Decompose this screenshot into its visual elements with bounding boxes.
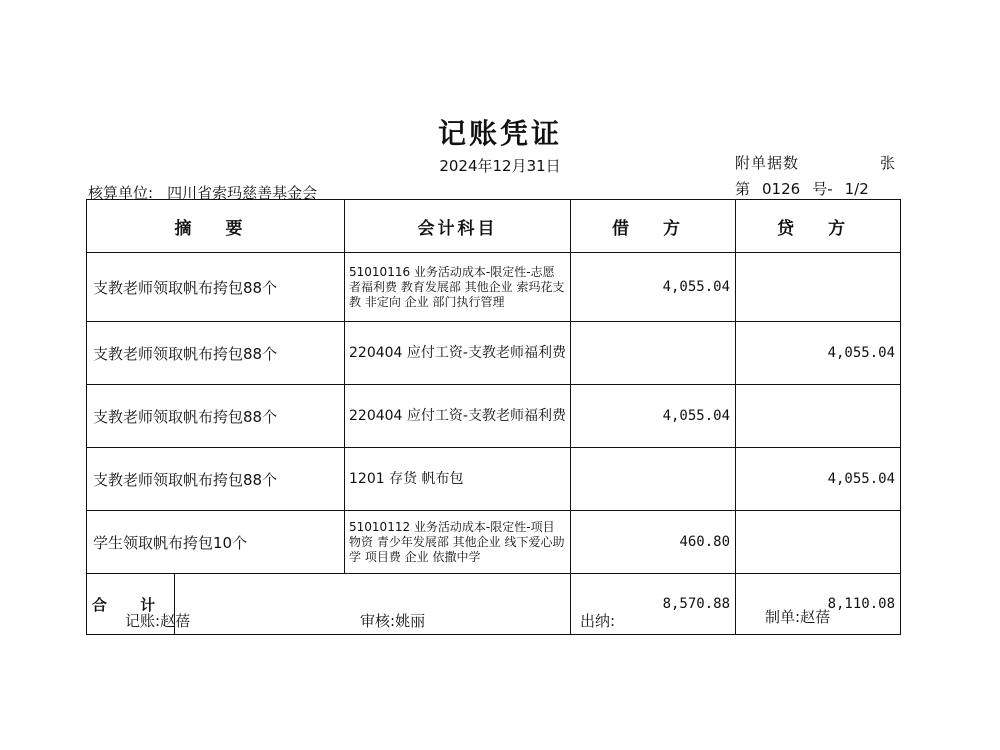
row-account: 51010116 业务活动成本-限定性-志愿者福利费 教育发展部 其他企业 索玛花支教 非定向 企业 部门执行管理 — [345, 253, 571, 322]
column-header-credit: 贷 方 — [736, 200, 901, 253]
row-account: 220404 应付工资-支教老师福利费 — [345, 322, 571, 385]
row-account: 1201 存货 帆布包 — [345, 448, 571, 511]
signature-footer — [125, 610, 905, 632]
voucher-table — [86, 199, 901, 635]
voucher-page: 1/2 — [844, 180, 869, 198]
preparer-label: 制单: — [765, 608, 801, 626]
table-row — [87, 253, 901, 322]
column-header-account: 会计科目 — [345, 200, 571, 253]
bookkeeper-label: 记账: — [125, 612, 161, 630]
reviewer — [360, 610, 425, 631]
row-credit — [736, 511, 901, 574]
table-header-row — [87, 200, 901, 253]
row-debit: 4,055.04 — [571, 385, 736, 448]
column-header-summary: 摘 要 — [87, 200, 345, 253]
voucher-number — [735, 178, 881, 199]
totals-credit: 8,110.08 — [736, 574, 901, 635]
row-credit: 4,055.04 — [736, 322, 901, 385]
accounting-unit-label: 核算单位: — [88, 184, 154, 202]
row-debit — [571, 448, 736, 511]
preparer — [765, 606, 830, 627]
table-row — [87, 511, 901, 574]
totals-debit: 8,570.88 — [571, 574, 736, 635]
row-account: 220404 应付工资-支教老师福利费 — [345, 385, 571, 448]
table-row — [87, 385, 901, 448]
voucher-date: 2024年12月31日 — [439, 157, 561, 175]
table-row — [87, 322, 901, 385]
voucher-number-prefix: 第 — [735, 180, 751, 198]
row-account: 51010112 业务活动成本-限定性-项目物资 青少年发展部 其他企业 线下爱心助学 项目费 企业 依撒中学 — [345, 511, 571, 574]
row-credit — [736, 385, 901, 448]
row-debit: 4,055.04 — [571, 253, 736, 322]
row-summary: 支教老师领取帆布挎包88个 — [87, 253, 345, 322]
attachments-unit: 张 — [880, 154, 896, 172]
reviewer-label: 审核: — [360, 612, 396, 630]
column-header-debit: 借 方 — [571, 200, 736, 253]
totals-label: 合 计 — [87, 574, 175, 635]
row-summary: 支教老师领取帆布挎包88个 — [87, 385, 345, 448]
cashier-label: 出纳: — [580, 612, 616, 630]
voucher-number-value: 0126 — [762, 180, 801, 198]
reviewer-name: 姚丽 — [395, 612, 426, 630]
row-summary: 支教老师领取帆布挎包88个 — [87, 322, 345, 385]
attachments-label: 附单据数 — [735, 154, 800, 172]
row-debit — [571, 322, 736, 385]
voucher-title: 记账凭证 — [437, 117, 562, 150]
row-debit: 460.80 — [571, 511, 736, 574]
bookkeeper — [125, 610, 190, 631]
row-summary: 学生领取帆布挎包10个 — [87, 511, 345, 574]
row-summary: 支教老师领取帆布挎包88个 — [87, 448, 345, 511]
cashier — [580, 610, 615, 631]
accounting-unit-name: 四川省索玛慈善基金会 — [167, 184, 318, 202]
voucher-number-suffix: 号- — [812, 180, 833, 198]
bookkeeper-name: 赵蓓 — [160, 612, 191, 630]
row-credit: 4,055.04 — [736, 448, 901, 511]
table-row — [87, 448, 901, 511]
row-credit — [736, 253, 901, 322]
preparer-name: 赵蓓 — [800, 608, 831, 626]
